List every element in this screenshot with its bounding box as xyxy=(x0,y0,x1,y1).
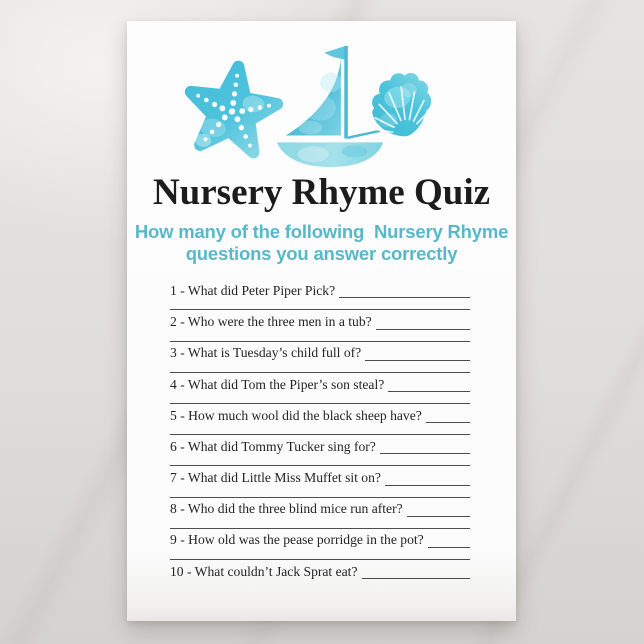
answer-blank-line xyxy=(170,497,470,498)
question-row xyxy=(170,439,470,454)
answer-blank-line xyxy=(170,309,470,310)
question-row xyxy=(170,345,470,360)
answer-blank-line xyxy=(170,372,470,373)
quiz-card xyxy=(127,21,516,621)
answer-blank-line xyxy=(170,559,470,560)
question-row xyxy=(170,283,470,298)
answer-blank-line xyxy=(170,465,470,466)
question-block xyxy=(170,501,470,532)
answer-blank-inline xyxy=(407,514,470,517)
answer-blank-inline xyxy=(362,576,471,579)
quiz-subtitle xyxy=(127,221,516,264)
question-text: 3 - What is Tuesday’s child full of? xyxy=(170,345,362,361)
question-row xyxy=(170,501,470,516)
question-block xyxy=(170,533,470,564)
answer-blank-line xyxy=(170,341,470,342)
page-title: Nursery Rhyme Quiz xyxy=(152,172,491,213)
answer-blank-inline xyxy=(388,389,470,392)
question-row xyxy=(170,564,470,579)
question-text: 8 - Who did the three blind mice run after? xyxy=(170,501,403,517)
question-text: 7 - What did Little Miss Muffet sit on? xyxy=(170,470,381,486)
subtitle-line-1: How many of the following Nursery Rhyme xyxy=(134,221,509,242)
question-row xyxy=(170,470,470,485)
question-row xyxy=(170,314,470,329)
question-text: 5 - How much wool did the black sheep have? xyxy=(170,407,422,423)
answer-blank-inline xyxy=(339,295,470,298)
artwork-row xyxy=(127,21,516,171)
question-text: 10 - What couldn’t Jack Sprat eat? xyxy=(170,563,358,579)
question-block xyxy=(170,439,470,470)
question-block xyxy=(170,345,470,376)
seashell-icon xyxy=(356,65,448,149)
answer-blank-line xyxy=(170,528,470,529)
question-block xyxy=(170,377,470,408)
question-text: 2 - Who were the three men in a tub? xyxy=(170,314,372,330)
answer-blank-inline xyxy=(428,545,470,548)
answer-blank-inline xyxy=(380,451,470,454)
answer-blank-inline xyxy=(365,358,470,361)
question-row xyxy=(170,377,470,392)
question-text: 1 - What did Peter Piper Pick? xyxy=(170,282,336,298)
question-row xyxy=(170,533,470,548)
question-block xyxy=(170,283,470,314)
questions-list xyxy=(170,283,470,595)
answer-blank-inline xyxy=(376,327,470,330)
question-block xyxy=(170,314,470,345)
question-block xyxy=(170,408,470,439)
question-block xyxy=(170,470,470,501)
answer-blank-inline xyxy=(385,483,470,486)
answer-blank-line xyxy=(170,403,470,404)
question-text: 9 - How old was the pease porridge in the pot? xyxy=(170,532,424,548)
question-row xyxy=(170,408,470,423)
answer-blank-line xyxy=(170,434,470,435)
question-text: 4 - What did Tom the Piper’s son steal? xyxy=(170,376,385,392)
subtitle-line-2: questions you answer correctly xyxy=(185,242,458,264)
answer-blank-inline xyxy=(426,420,470,423)
question-text: 6 - What did Tommy Tucker sing for? xyxy=(170,438,376,454)
question-block xyxy=(170,564,470,595)
